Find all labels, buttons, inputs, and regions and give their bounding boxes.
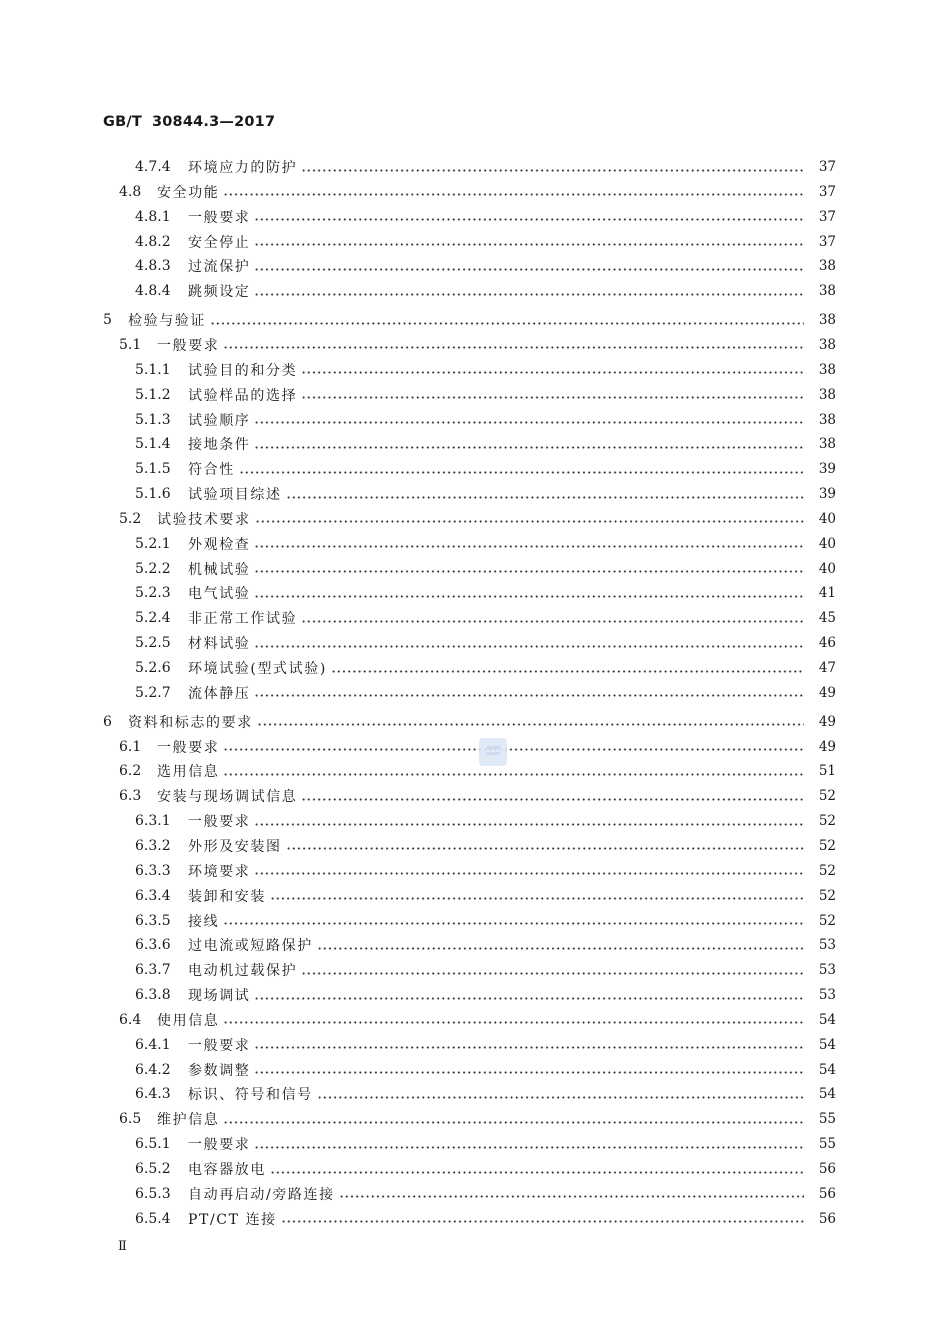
toc-entry-title: 电气试验 bbox=[188, 586, 251, 603]
toc-entry-page: 38 bbox=[818, 361, 836, 378]
toc-entry-title: 电动机过载保护 bbox=[188, 963, 298, 980]
toc-entry[interactable] bbox=[135, 1034, 836, 1056]
toc-entry[interactable] bbox=[135, 1183, 836, 1205]
toc-entry-page: 40 bbox=[818, 510, 836, 527]
toc-entry-title: 过电流或短路保护 bbox=[188, 938, 313, 955]
toc-dot-leader bbox=[301, 620, 804, 623]
toc-dot-leader bbox=[223, 1021, 804, 1024]
toc-entry[interactable] bbox=[135, 885, 836, 907]
toc-entry[interactable] bbox=[135, 959, 836, 981]
toc-entry[interactable] bbox=[135, 1133, 836, 1155]
toc-dot-leader bbox=[223, 193, 804, 196]
toc-entry[interactable] bbox=[135, 255, 836, 277]
toc-dot-leader bbox=[301, 371, 804, 374]
toc-entry[interactable] bbox=[103, 309, 836, 331]
toc-entry[interactable] bbox=[135, 533, 836, 555]
toc-dot-leader bbox=[301, 798, 804, 801]
toc-dot-leader bbox=[301, 972, 804, 975]
toc-entry-page: 39 bbox=[818, 486, 836, 503]
toc-entry-number: 4.8 bbox=[119, 183, 142, 200]
toc-dot-leader bbox=[223, 1121, 804, 1124]
toc-dot-leader bbox=[317, 947, 804, 950]
toc-dot-leader bbox=[223, 346, 804, 349]
toc-entry-title: 外观检查 bbox=[188, 536, 251, 553]
toc-entry[interactable] bbox=[135, 810, 836, 832]
toc-entry-number: 6.3.8 bbox=[135, 987, 171, 1004]
toc-entry-page: 51 bbox=[818, 763, 836, 780]
toc-entry-page: 38 bbox=[818, 312, 836, 329]
toc-entry-title: 流体静压 bbox=[188, 685, 251, 702]
toc-entry-title: 一般要求 bbox=[157, 739, 220, 756]
toc-entry[interactable] bbox=[119, 1108, 836, 1130]
toc-entry-number: 5.2.3 bbox=[135, 585, 171, 602]
toc-dot-leader bbox=[301, 169, 804, 172]
toc-entry-page: 49 bbox=[818, 684, 836, 701]
toc-entry-title: 参数调整 bbox=[188, 1062, 251, 1079]
toc-entry-number: 5.1.1 bbox=[135, 361, 171, 378]
toc-entry[interactable] bbox=[135, 835, 836, 857]
toc-entry-page: 40 bbox=[818, 535, 836, 552]
toc-entry-number: 6.2 bbox=[119, 763, 142, 780]
toc-dot-leader bbox=[254, 872, 804, 875]
toc-entry[interactable] bbox=[119, 1009, 836, 1031]
toc-dot-leader bbox=[223, 773, 804, 776]
toc-entry-title: 试验样品的选择 bbox=[188, 387, 298, 404]
toc-entry-title: 选用信息 bbox=[157, 764, 220, 781]
toc-entry-title: 试验目的和分类 bbox=[188, 362, 298, 379]
toc-entry-title: 环境应力的防护 bbox=[188, 160, 298, 176]
toc-entry-title: 维护信息 bbox=[157, 1112, 220, 1129]
toc-entry-title: 外形及安装图 bbox=[188, 838, 282, 855]
toc-dot-leader bbox=[254, 694, 804, 697]
toc-entry-number: 5.2.6 bbox=[135, 660, 171, 676]
toc-entry-page: 53 bbox=[818, 962, 836, 979]
toc-entry-title: 跳频设定 bbox=[188, 284, 251, 301]
toc-entry-page: 37 bbox=[818, 233, 836, 250]
toc-entry-page: 38 bbox=[818, 258, 836, 275]
toc-entry-number: 4.8.2 bbox=[135, 233, 171, 250]
toc-dot-leader bbox=[301, 396, 804, 399]
toc-entry-title: 材料试验 bbox=[188, 636, 251, 653]
toc-entry[interactable] bbox=[119, 181, 836, 203]
toc-dot-leader bbox=[254, 545, 804, 548]
toc-entry-page: 54 bbox=[818, 1086, 836, 1103]
toc-entry-page: 37 bbox=[818, 159, 836, 175]
toc-entry[interactable] bbox=[135, 984, 836, 1006]
toc-entry-title: 过流保护 bbox=[188, 259, 251, 276]
toc-entry-title: PT/CT 连接 bbox=[188, 1211, 277, 1228]
toc-dot-leader bbox=[339, 1195, 804, 1198]
toc-dot-leader bbox=[254, 1046, 804, 1049]
document-header bbox=[103, 114, 275, 130]
watermark-logo-icon bbox=[479, 738, 507, 766]
toc-entry-title: 资料和标志的要求 bbox=[128, 714, 253, 731]
toc-dot-leader bbox=[254, 293, 804, 296]
toc-entry-title: 现场调试 bbox=[188, 988, 251, 1005]
toc-dot-leader bbox=[254, 218, 804, 221]
toc-entry[interactable] bbox=[135, 231, 836, 253]
toc-entry-page: 55 bbox=[818, 1111, 836, 1128]
toc-dot-leader bbox=[254, 243, 804, 246]
toc-entry-number: 5 bbox=[103, 312, 112, 329]
toc-entry-title: 一般要求 bbox=[157, 337, 220, 354]
toc-entry-page: 40 bbox=[818, 560, 836, 577]
toc-entry-number: 5.1.6 bbox=[135, 486, 171, 503]
toc-entry-number: 5.1 bbox=[119, 336, 142, 353]
toc-entry[interactable] bbox=[135, 1059, 836, 1081]
toc-entry[interactable] bbox=[119, 785, 836, 807]
toc-entry[interactable] bbox=[135, 1083, 836, 1105]
toc-dot-leader bbox=[331, 670, 804, 673]
toc-entry-number: 5.2.5 bbox=[135, 635, 171, 652]
toc-entry-title: 机械试验 bbox=[188, 561, 251, 578]
toc-dot-leader bbox=[254, 595, 804, 598]
toc-entry-page: 38 bbox=[818, 386, 836, 403]
toc-entry-page: 38 bbox=[818, 436, 836, 453]
toc-entry[interactable] bbox=[119, 736, 836, 758]
toc-entry-number: 5.2.4 bbox=[135, 610, 171, 627]
toc-entry-page: 54 bbox=[818, 1036, 836, 1053]
toc-entry-title: 安装与现场调试信息 bbox=[157, 789, 298, 806]
toc-entry-page: 53 bbox=[818, 937, 836, 954]
toc-entry-page: 53 bbox=[818, 987, 836, 1004]
toc-dot-leader bbox=[286, 496, 804, 499]
toc-entry-title: 符合性 bbox=[188, 462, 235, 479]
toc-dot-leader bbox=[223, 748, 804, 751]
toc-entry-title: 装卸和安装 bbox=[188, 888, 266, 905]
toc-entry-number: 6.3.2 bbox=[135, 837, 171, 854]
toc-entry-title: 自动再启动/旁路连接 bbox=[188, 1186, 335, 1203]
toc-dot-leader bbox=[281, 1220, 804, 1223]
toc-entry-title: 环境要求 bbox=[188, 863, 251, 880]
toc-entry-number: 6.5.2 bbox=[135, 1161, 171, 1177]
toc-entry-title: 安全停止 bbox=[188, 234, 251, 251]
toc-entry-page: 56 bbox=[818, 1210, 836, 1227]
toc-dot-leader bbox=[270, 1171, 804, 1174]
toc-entry-page: 52 bbox=[818, 887, 836, 904]
toc-entry-page: 52 bbox=[818, 862, 836, 879]
toc-entry-number: 6.4 bbox=[119, 1011, 142, 1028]
toc-entry-title: 接地条件 bbox=[188, 437, 251, 454]
toc-entry-number: 5.2.7 bbox=[135, 684, 171, 701]
toc-entry-number: 6.3 bbox=[119, 788, 142, 805]
toc-entry-page: 38 bbox=[818, 411, 836, 428]
toc-entry-number: 5.2.2 bbox=[135, 560, 171, 577]
toc-entry-title: 一般要求 bbox=[188, 814, 251, 831]
toc-entry-page: 41 bbox=[818, 585, 836, 602]
toc-entry-page: 38 bbox=[818, 283, 836, 300]
toc-entry[interactable] bbox=[135, 657, 836, 679]
toc-entry-number: 6.5.1 bbox=[135, 1136, 171, 1153]
toc-entry-title: 非正常工作试验 bbox=[188, 611, 298, 628]
toc-entry[interactable] bbox=[135, 359, 836, 381]
toc-dot-leader bbox=[257, 723, 804, 726]
standard-number: 30844.3—2017 bbox=[151, 114, 276, 130]
toc-entry-number: 6.1 bbox=[119, 738, 142, 755]
toc-entry-number: 5.2 bbox=[119, 510, 142, 527]
toc-entry-number: 6.3.6 bbox=[135, 937, 171, 954]
toc-dot-leader bbox=[254, 823, 804, 826]
toc-entry[interactable] bbox=[135, 433, 836, 455]
toc-entry-page: 45 bbox=[818, 610, 836, 627]
toc-entry[interactable] bbox=[135, 458, 836, 480]
toc-entry-number: 6.4.1 bbox=[135, 1036, 171, 1053]
toc-entry-page: 39 bbox=[818, 461, 836, 478]
toc-dot-leader bbox=[223, 922, 804, 925]
toc-dot-leader bbox=[254, 570, 804, 573]
toc-entry-page: 49 bbox=[818, 738, 836, 755]
toc-entry[interactable] bbox=[135, 483, 836, 505]
toc-dot-leader bbox=[210, 322, 804, 325]
toc-entry-number: 5.1.4 bbox=[135, 436, 171, 453]
toc-entry-title: 检验与验证 bbox=[128, 313, 206, 330]
toc-entry-number: 6.4.2 bbox=[135, 1061, 171, 1078]
toc-entry[interactable] bbox=[119, 760, 836, 782]
toc-entry[interactable] bbox=[135, 409, 836, 431]
toc-entry-page: 52 bbox=[818, 788, 836, 805]
toc-entry-page: 37 bbox=[818, 183, 836, 200]
toc-dot-leader bbox=[270, 897, 804, 900]
toc-entry[interactable] bbox=[135, 632, 836, 654]
toc-entry-number: 6.5 bbox=[119, 1111, 142, 1128]
toc-entry-title: 接线 bbox=[188, 913, 220, 930]
toc-entry-page: 52 bbox=[818, 912, 836, 929]
toc-entry-number: 6.3.4 bbox=[135, 887, 171, 904]
toc-entry-page: 38 bbox=[818, 336, 836, 353]
toc-dot-leader bbox=[255, 520, 804, 523]
toc-entry[interactable] bbox=[135, 1208, 836, 1230]
toc-entry-number: 4.7.4 bbox=[135, 159, 171, 175]
toc-entry-page: 56 bbox=[818, 1185, 836, 1202]
toc-entry-title: 试验项目综述 bbox=[188, 487, 282, 504]
toc-entry[interactable] bbox=[135, 934, 836, 956]
toc-entry[interactable] bbox=[135, 280, 836, 302]
toc-entry-title: 环境试验(型式试验) bbox=[188, 661, 327, 677]
toc-entry-number: 6.5.3 bbox=[135, 1185, 171, 1202]
toc-entry-title: 一般要求 bbox=[188, 1137, 251, 1154]
toc-entry[interactable] bbox=[135, 558, 836, 580]
toc-entry[interactable] bbox=[135, 582, 836, 604]
toc-entry-page: 49 bbox=[818, 713, 836, 730]
toc-entry[interactable] bbox=[119, 334, 836, 356]
toc-entry-page: 54 bbox=[818, 1011, 836, 1028]
toc-entry[interactable] bbox=[119, 508, 836, 530]
toc-entry[interactable] bbox=[103, 711, 836, 733]
toc-entry[interactable] bbox=[135, 910, 836, 932]
toc-entry-number: 6 bbox=[103, 713, 112, 730]
toc-entry-number: 5.1.5 bbox=[135, 461, 171, 478]
toc-entry[interactable] bbox=[135, 206, 836, 228]
toc-dot-leader bbox=[286, 847, 804, 850]
toc-dot-leader bbox=[317, 1096, 804, 1099]
toc-entry-number: 5.2.1 bbox=[135, 535, 171, 552]
toc-dot-leader bbox=[254, 268, 804, 271]
toc-entry-number: 4.8.3 bbox=[135, 258, 171, 275]
toc-entry-title: 标识、符号和信号 bbox=[188, 1087, 313, 1104]
toc-entry-title: 电容器放电 bbox=[188, 1162, 266, 1178]
toc-entry-number: 6.4.3 bbox=[135, 1086, 171, 1103]
page-number: Ⅱ bbox=[118, 1239, 127, 1254]
toc-entry-number: 6.3.3 bbox=[135, 862, 171, 879]
toc-entry-number: 6.3.1 bbox=[135, 813, 171, 830]
toc-entry[interactable] bbox=[135, 1158, 836, 1180]
toc-entry-page: 47 bbox=[818, 660, 836, 676]
toc-entry-page: 37 bbox=[818, 208, 836, 225]
toc-dot-leader bbox=[254, 645, 804, 648]
toc-entry-number: 6.3.5 bbox=[135, 912, 171, 929]
toc-entry-number: 6.3.7 bbox=[135, 962, 171, 979]
toc-entry-number: 4.8.1 bbox=[135, 208, 171, 225]
toc-entry[interactable] bbox=[135, 682, 836, 704]
toc-entry-page: 56 bbox=[818, 1161, 836, 1177]
toc-dot-leader bbox=[254, 1146, 804, 1149]
toc-entry-title: 使用信息 bbox=[157, 1012, 220, 1029]
toc-entry[interactable] bbox=[135, 860, 836, 882]
toc-dot-leader bbox=[254, 446, 804, 449]
toc-entry-page: 46 bbox=[818, 635, 836, 652]
toc-entry-page: 54 bbox=[818, 1061, 836, 1078]
toc-entry-title: 试验顺序 bbox=[188, 412, 251, 429]
toc-entry-page: 52 bbox=[818, 837, 836, 854]
toc-entry[interactable] bbox=[135, 607, 836, 629]
toc-entry-number: 6.5.4 bbox=[135, 1210, 171, 1227]
toc-dot-leader bbox=[254, 997, 804, 1000]
toc-entry-title: 一般要求 bbox=[188, 209, 251, 226]
toc-entry-number: 5.1.3 bbox=[135, 411, 171, 428]
toc-entry-title: 安全功能 bbox=[157, 184, 220, 201]
toc-dot-leader bbox=[254, 421, 804, 424]
standard-code: GB/T bbox=[103, 114, 142, 130]
toc-entry[interactable] bbox=[135, 384, 836, 406]
toc-entry-title: 试验技术要求 bbox=[157, 511, 251, 528]
toc-entry-page: 55 bbox=[818, 1136, 836, 1153]
toc-entry-title: 一般要求 bbox=[188, 1037, 251, 1054]
toc-entry-page: 52 bbox=[818, 813, 836, 830]
toc-entry-number: 5.1.2 bbox=[135, 386, 171, 403]
toc-entry-number: 4.8.4 bbox=[135, 283, 171, 300]
toc-dot-leader bbox=[254, 1071, 804, 1074]
toc-dot-leader bbox=[239, 471, 804, 474]
toc-entry[interactable] bbox=[135, 156, 836, 178]
